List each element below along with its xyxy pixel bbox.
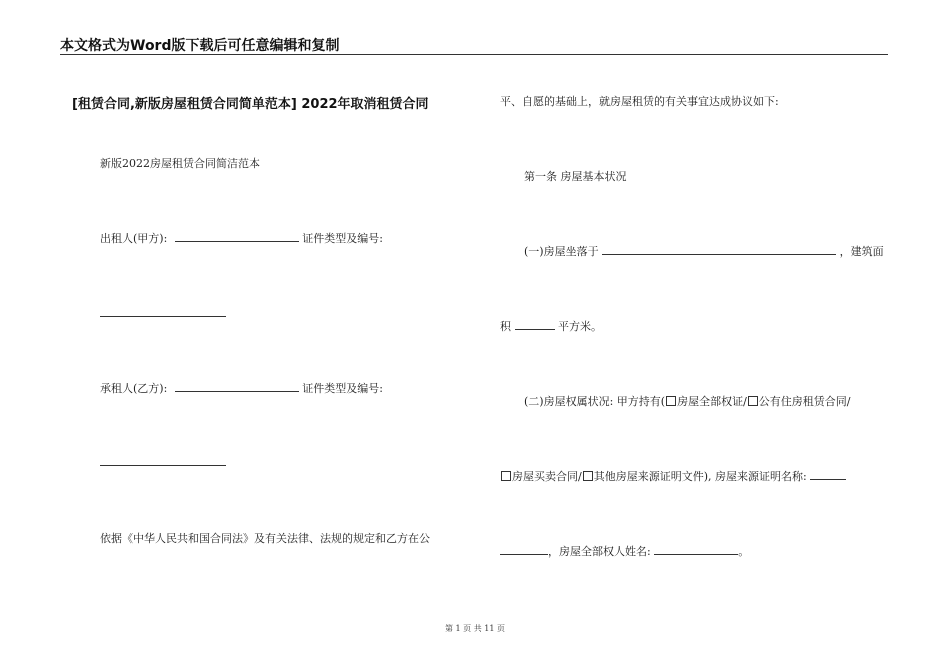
location-line	[524, 243, 884, 259]
owner-name-blank	[654, 543, 738, 555]
lessor-label: 出租人(甲方):	[100, 232, 168, 245]
owner-name-label: ，房屋全部权人姓名:	[548, 545, 655, 558]
lessee-label: 承租人(乙方):	[100, 382, 168, 395]
area-prefix: 积	[500, 320, 511, 333]
contract-subtitle: 新版2022房屋租赁合同简洁范本	[100, 157, 260, 170]
checkbox-icon	[748, 396, 758, 406]
area-blank	[515, 318, 555, 330]
lessee-id-label: 证件类型及编号:	[302, 382, 384, 395]
lessee-id-blank	[100, 465, 226, 466]
ownership-prefix: (二)房屋权属状况: 甲方持有(	[524, 395, 666, 408]
owner-name-line	[500, 543, 749, 559]
cert-name-blank	[810, 468, 846, 480]
continued-paragraph: 平、自愿的基础上，就房屋租赁的有关事宜达成协议如下:	[500, 95, 779, 108]
basis-paragraph: 依据《中华人民共和国合同法》及有关法律、法规的规定和乙方在公	[100, 532, 430, 545]
cert-name-blank-cont	[500, 543, 548, 555]
lessor-line	[100, 230, 383, 246]
ownership-line	[524, 393, 851, 409]
location-blank	[602, 243, 836, 255]
ownership-line-2	[500, 468, 846, 484]
document-title: [租赁合同,新版房屋租赁合同简单范本] 2022年取消租赁合同	[72, 97, 429, 112]
cert-option-2: 公有住房租赁合同/	[758, 395, 851, 408]
checkbox-icon	[666, 396, 676, 406]
owner-name-end: 。	[738, 545, 750, 558]
lessee-name-blank	[175, 380, 299, 392]
cert-option-1: 房屋全部权证/	[677, 395, 747, 408]
checkbox-icon	[583, 471, 593, 481]
area-suffix: 平方米。	[558, 320, 602, 333]
header-rule	[60, 54, 888, 55]
cert-option-4: 其他房屋来源证明文件), 房屋来源证明名称:	[593, 470, 811, 483]
location-prefix: (一)房屋坐落于	[524, 245, 599, 258]
area-line	[500, 318, 602, 334]
page-footer: 第 1 页 共 11 页	[445, 624, 505, 633]
location-suffix: ，建筑面	[839, 245, 884, 258]
lessor-name-blank	[175, 230, 299, 242]
lessor-id-blank	[100, 316, 226, 317]
checkbox-icon	[501, 471, 511, 481]
page-header: 本文格式为Word版下载后可任意编辑和复制	[60, 38, 340, 54]
cert-option-3: 房屋买卖合同/	[512, 470, 582, 483]
lessor-id-label: 证件类型及编号:	[302, 232, 384, 245]
lessee-line	[100, 380, 383, 396]
article-1-heading: 第一条 房屋基本状况	[524, 170, 627, 183]
